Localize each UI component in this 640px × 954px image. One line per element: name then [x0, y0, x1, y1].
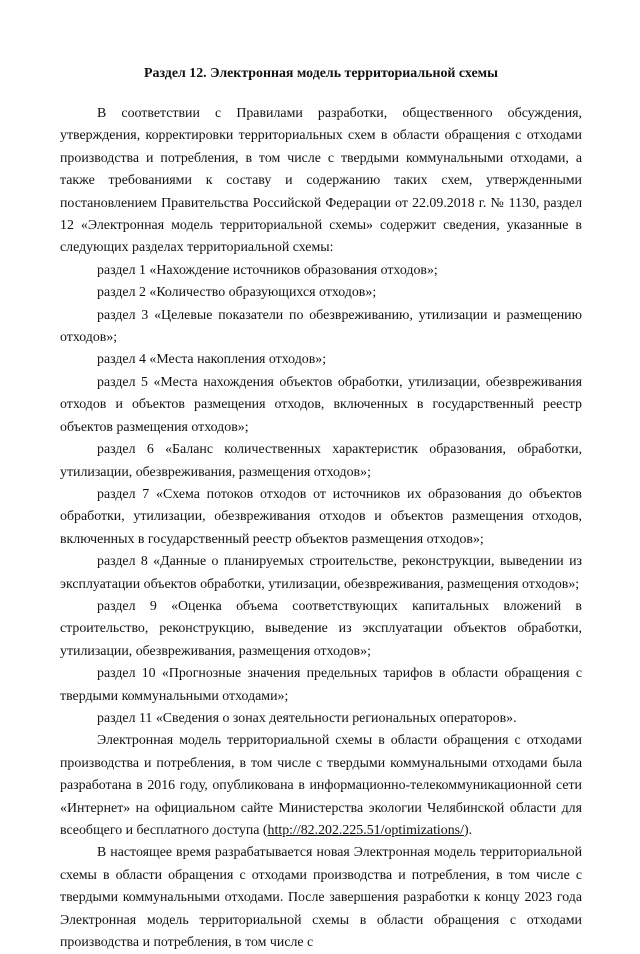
- section-heading: Раздел 12. Электронная модель территориальной схемы: [144, 66, 498, 81]
- model-link[interactable]: http://82.202.225.51/optimizations/: [267, 823, 464, 838]
- section-list-item-10: раздел 10 «Прогнозные значения предельных тарифов в области обращения с твердыми коммунальными отходами»;: [60, 666, 582, 704]
- model-paragraph-after: ).: [463, 823, 473, 838]
- intro-paragraph: В соответствии с Правилами разработки, общественного обсуждения, утверждения, корректировки территориальных схем в области обращения с отходами производства и потребления, в том числе с твердыми коммунальными отходами, а также требованиями к составу и содержанию таких схем, утвержденными постановлением Правительства Российской Федерации от 22.09.2018 г. № 1130, раздел 12 «Электронная модель территориальной схемы» содержит сведения, указанные в следующих разделах территориальной схемы:: [60, 106, 582, 256]
- last-paragraph: В настоящее время разрабатывается новая Электронная модель территориальной схемы в области обращения с отходами производства и потребления, в том числе с твердыми коммунальными отходами. После завершения разработки к концу 2023 года Электронная модель территориальной схемы в области обращения с отходами производства и потребления, в том числе с: [60, 845, 582, 951]
- heading-spacer: [60, 85, 582, 103]
- section-list-item-5: раздел 5 «Места нахождения объектов обработки, утилизации, обезвреживания отходов и объектов размещения отходов, включенных в государственный реестр объектов размещения отходов»;: [60, 374, 582, 435]
- section-list-item-8: раздел 8 «Данные о планируемых строительстве, реконструкции, выведении из эксплуатации объектов обработки, утилизации, обезвреживания, размещения отходов»;: [60, 554, 582, 592]
- section-list-item-2: раздел 2 «Количество образующихся отходов»;: [97, 285, 377, 301]
- model-paragraph: [60, 730, 582, 842]
- section-list-item-1: раздел 1 «Нахождение источников образования отходов»;: [97, 262, 438, 278]
- section-list-item-6: раздел 6 «Баланс количественных характеристик образования, обработки, утилизации, обезвреживания, размещения отходов»;: [60, 442, 582, 480]
- section-list-item-9: раздел 9 «Оценка объема соответствующих капитальных вложений в строительство, реконструкцию, выведение из эксплуатации объектов обработки, утилизации, обезвреживания, размещения отходов»;: [60, 598, 582, 659]
- section-list-item-11: раздел 11 «Сведения о зонах деятельности региональных операторов».: [97, 710, 517, 726]
- model-paragraph-text: Электронная модель территориальной схемы в области обращения с отходами производства и потребления, в том числе с твердыми коммунальными отходами была разработана в 2016 году, опубликована в информационно-телекоммуникационной сети «Интернет» на официальном сайте Министерства экологии Челябинской области для всеобщего и бесплатного доступа (: [60, 733, 582, 838]
- document-page: [60, 0, 582, 954]
- section-list-item-7: раздел 7 «Схема потоков отходов от источников их образования до объектов обработки, утилизации, обезвреживания отходов и объектов размещения отходов, включенных в государственный реестр объектов размещения отходов»;: [60, 486, 582, 547]
- section-list-item-3: раздел 3 «Целевые показатели по обезвреживанию, утилизации и размещению отходов»;: [60, 307, 582, 346]
- section-list-item-4: раздел 4 «Места накопления отходов»;: [97, 352, 327, 368]
